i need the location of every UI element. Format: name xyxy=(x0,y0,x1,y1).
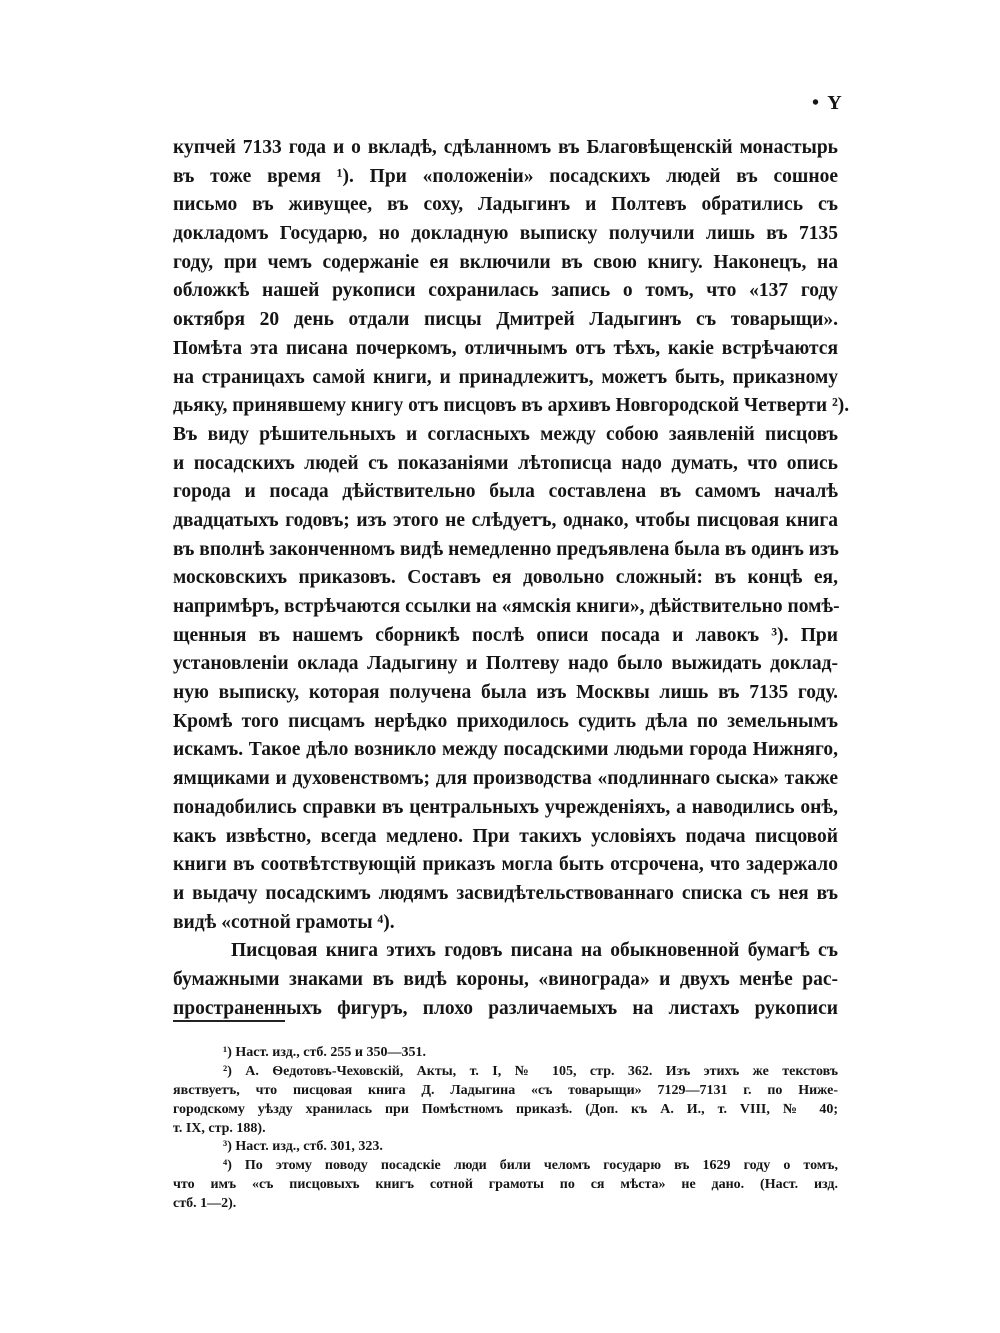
text-line: щенныя въ нашемъ сборникѣ послѣ описи посада и лавокъ ³). При xyxy=(173,624,838,646)
text-line: книги въ соотвѣтствующій приказъ могла быть отсрочена, что задержало xyxy=(173,854,838,876)
text-line: ямщиками и духовенствомъ; для производства «подлиннаго сыска» также xyxy=(173,768,838,790)
text-line: двадцатыхъ годовъ; изъ этого не слѣдуетъ, однако, чтобы писцовая книга xyxy=(173,509,838,531)
footnote-divider xyxy=(173,1020,285,1022)
text-line: докладомъ Государю, но докладную выписку получили лишь въ 7135 xyxy=(173,223,838,245)
text-line: въ тоже время ¹). При «положеніи» посадскихъ людей въ сошное xyxy=(173,165,838,187)
text-line: и посадскихъ людей съ показаніями лѣтописца надо думать, что опись xyxy=(173,452,838,474)
text-line: Въ виду рѣшительныхъ и согласныхъ между собою заявленій писцовъ xyxy=(173,423,838,445)
footnote-line: городскому уѣзду хранилась при Помѣстномъ приказѣ. (Доп. къ А. И., т. VIII, № 40; xyxy=(173,1101,838,1117)
text-line: дьяку, принявшему книгу отъ писцовъ въ архивъ Новгородской Четверти ²). xyxy=(173,395,850,417)
text-line: какъ извѣстно, всегда медлено. При такихъ условіяхъ подача писцовой xyxy=(173,825,838,847)
footnote-line: стб. 1—2). xyxy=(173,1196,237,1212)
paragraph-start-line: Писцовая книга этихъ годовъ писана на обыкновенной бумагѣ съ xyxy=(231,940,838,962)
text-line: и выдачу посадскимъ людямъ засвидѣтельствованнаго списка съ нея въ xyxy=(173,882,838,904)
footnote-line: явствуетъ, что писцовая книга Д. Ладыгина «съ товарыщи» 7129—7131 г. по Ниже- xyxy=(173,1082,838,1098)
text-line: на страницахъ самой книги, и принадлежитъ, можетъ быть, приказному xyxy=(173,366,838,388)
text-line: въ вполнѣ законченномъ видѣ немедленно предъявлена была въ одинъ изъ xyxy=(173,538,839,560)
text-line: ную выписку, которая получена была изъ Москвы лишь въ 7135 году. xyxy=(173,682,838,704)
text-line: города и посада дѣйствительно была составлена въ самомъ началѣ xyxy=(173,481,838,503)
text-line: бумажными знаками въ видѣ короны, «винограда» и двухъ менѣе рас- xyxy=(173,968,838,990)
footnote-line: ⁴) По этому поводу посадскіе люди били челомъ государю въ 1629 году о томъ, xyxy=(223,1158,838,1174)
text-line: октября 20 день отдали писцы Дмитрей Ладыгинъ съ товарыщи». xyxy=(173,309,838,331)
footnote-line: ²) А. Ѳедотовъ-Чеховскій, Акты, т. I, № 105, стр. 362. Изъ этихъ же текстовъ xyxy=(223,1063,838,1079)
footnote-line: ¹) Наст. изд., стб. 255 и 350—351. xyxy=(223,1045,426,1060)
text-line: московскихъ приказовъ. Составъ ея довольно сложный: въ концѣ ея, xyxy=(173,567,838,589)
footnotes xyxy=(173,1044,838,1214)
text-line: письмо въ живущее, въ соху, Ладыгинъ и Полтевъ обратились съ xyxy=(173,194,838,216)
text-line: понадобились справки въ центральныхъ учрежденіяхъ, а наводились онѣ, xyxy=(173,796,838,818)
text-line: установленіи оклада Ладыгину и Полтеву надо было выжидать доклад- xyxy=(173,653,838,675)
text-line: напримѣръ, встрѣчаются ссылки на «ямскія книги», дѣйствительно помѣ- xyxy=(173,596,840,617)
footnote-line: что имъ «съ писцовыхъ книгъ сотной грамоты по ся мѣста» не дано. (Наст. изд. xyxy=(173,1177,838,1193)
text-line: Помѣта эта писана почеркомъ, отличнымъ отъ тѣхъ, какіе встрѣчаются xyxy=(173,337,838,359)
text-line: видѣ «сотной грамоты ⁴). xyxy=(173,911,395,933)
page-number: • Y xyxy=(812,92,844,114)
text-line: Кромѣ того писцамъ нерѣдко приходилось судить дѣла по земельнымъ xyxy=(173,710,838,732)
footnote-line: т. IX, стр. 188). xyxy=(173,1120,266,1136)
footnote-line: ³) Наст. изд., стб. 301, 323. xyxy=(223,1139,383,1155)
text-line: купчей 7133 года и о вкладѣ, сдѣланномъ въ Благовѣщенскій монастырь xyxy=(173,137,838,158)
text-line: пространенныхъ фигуръ, плохо различаемыхъ на листахъ рукописи xyxy=(173,997,838,1019)
text-line: году, при чемъ содержаніе ея включили въ свою книгу. Наконецъ, на xyxy=(173,251,838,273)
body-text xyxy=(173,134,850,1023)
text-line: искамъ. Такое дѣло возникло между посадскими людьми города Нижняго, xyxy=(173,739,838,761)
text-line: обложкѣ нашей рукописи сохранилась запись о томъ, что «137 году xyxy=(173,280,838,302)
